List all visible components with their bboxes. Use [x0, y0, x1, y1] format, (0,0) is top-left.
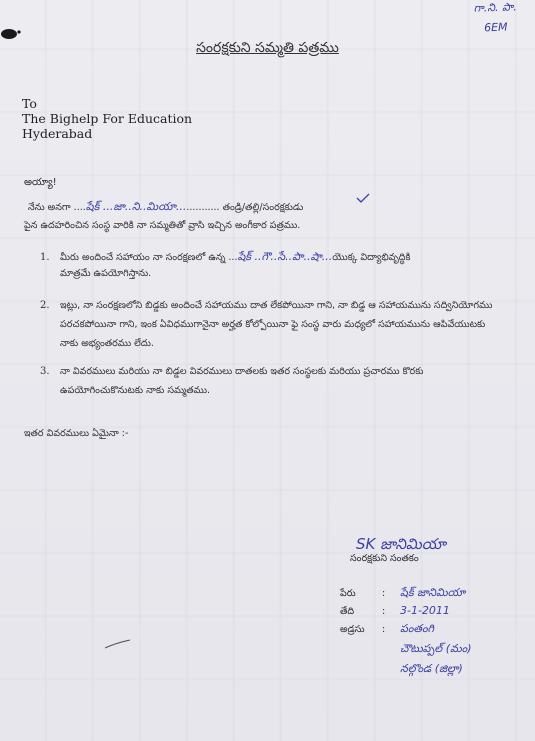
field-value: 3-1-2011	[400, 604, 450, 617]
pen-stroke	[104, 634, 132, 653]
field-row-address	[340, 622, 434, 638]
field-colon: :	[382, 606, 386, 617]
field-row-name	[340, 586, 465, 602]
intro-filled-name: షేక్ ...జా..ని..మియా...	[85, 200, 187, 213]
field-key: తేది	[340, 606, 355, 617]
check-mark	[356, 188, 370, 207]
intro-suffix: ........... తండ్రి/తల్లి/సంరక్షకుడు	[186, 202, 304, 213]
item-3-text: నా వివరములు మరియు నా బిడ్డల వివరములు దాతలకు ఇతర సంస్థలకు మరియు ప్రచారము కొరకు ఉపయోగించుకొనుటకు నాకు సమ్మతము.	[60, 366, 424, 396]
item-2-number: 2.	[40, 300, 50, 311]
item-2-text: ఇట్లు, నా సంరక్షణలోని బిడ్డకు అందించే సహాయము దాత లేకపోయినా గాని, నా బిడ్డ ఆ సహాయమును సద్వినియోగము పరచకపోయినా గాని, ఇంక ఏవిధముగానైనా అర్హత కోల్పోయినా ఫై సంస్థ వారు మధ్యలో సహాయమును ఆపివేయుటకు నాకు అభ్యంతరము లేదు.	[60, 300, 493, 349]
guardian-signature: SK జానిమియా	[356, 535, 446, 553]
field-value: పంతంగి	[400, 622, 434, 635]
document-title: సంరక్షకుని సమ్మతి పత్రము	[196, 40, 339, 56]
address-to: To	[22, 96, 37, 111]
field-value: నల్గొండ (జిల్లా)	[400, 662, 463, 675]
field-value: చౌటుప్పల్ (మం)	[400, 642, 472, 655]
recipient-address	[22, 96, 192, 141]
intro-prefix: నేను అనగా ....	[28, 202, 86, 213]
field-key: పేరు	[340, 588, 356, 599]
intro-line-1	[28, 200, 303, 216]
field-row-address-3	[340, 662, 463, 678]
address-city: Hyderabad	[22, 126, 93, 141]
field-value: షేక్ జానిమియా	[400, 586, 466, 599]
item-3-number: 3.	[40, 366, 50, 377]
ink-blot	[0, 26, 22, 40]
salutation: అయ్యా!	[24, 177, 57, 188]
item-1-pre: మీరు అందించే సహాయం నా సంరక్షణలో ఉన్న ...	[60, 252, 238, 263]
item-1-line-2: మాత్రమే ఉపయోగిస్తాను.	[60, 268, 152, 279]
field-key: అడ్రసు	[340, 624, 365, 635]
corner-note-line-2: 6EM	[483, 20, 508, 35]
field-colon: :	[382, 624, 386, 635]
signature-label: సంరక్షకుని సంతకం	[350, 553, 419, 564]
item-1-number: 1.	[40, 252, 50, 263]
field-row-date	[340, 604, 450, 619]
item-1-line-1	[60, 250, 410, 266]
field-colon: :	[382, 588, 386, 599]
corner-note-line-1: గా.ని. పా.	[473, 0, 517, 15]
other-details-label: ఇతర వివరములు ఏమైనా :-	[24, 428, 129, 439]
field-row-address-2	[340, 642, 472, 658]
address-org: The Bighelp For Education	[22, 111, 193, 126]
intro-line-2: పైన ఉదహరించిన సంస్థ వారికి నా సమ్మతితో వ్రాసి ఇచ్చిన అంగీకార పత్రము.	[24, 220, 301, 231]
item-1-post: యొక్క విద్యాభివృద్ధికి	[332, 252, 411, 263]
item-1-filled: షేక్ ..గౌ..సే..పా..షా...	[237, 250, 333, 263]
corner-note	[473, 1, 517, 34]
